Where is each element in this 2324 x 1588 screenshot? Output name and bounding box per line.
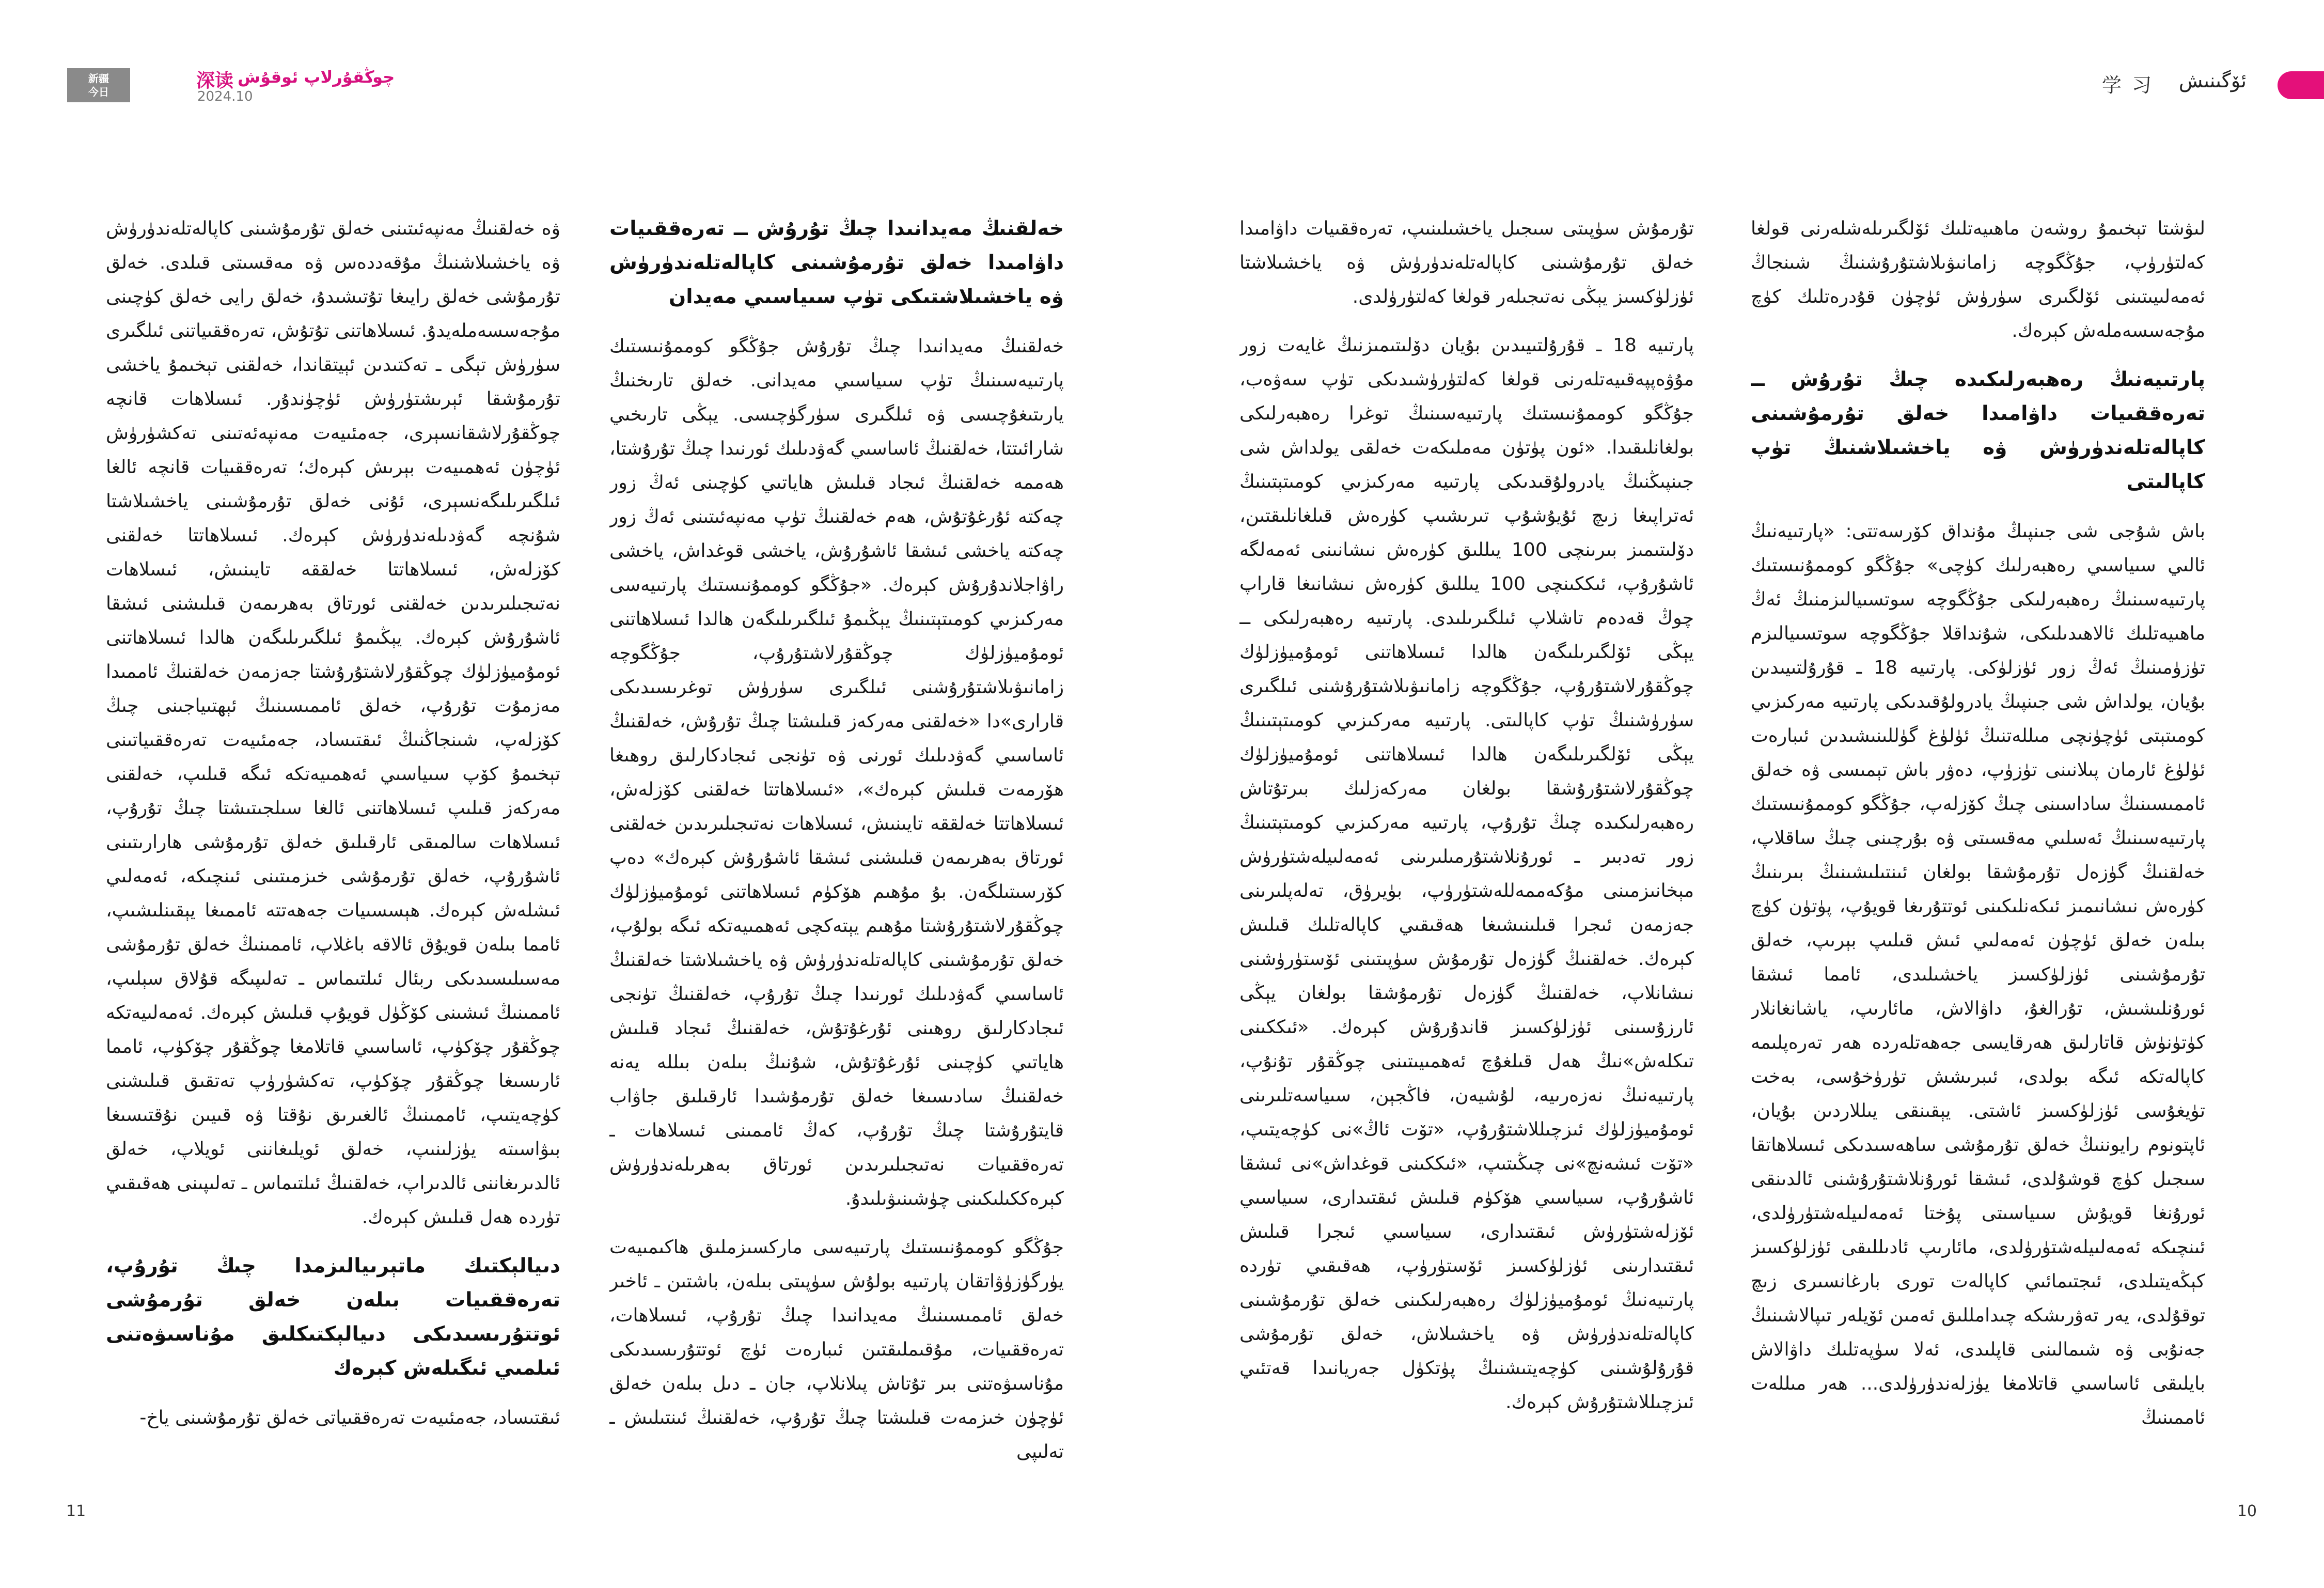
section-title-cn: 学 习: [2101, 74, 2154, 97]
paragraph: لىۋشتا تېخىمۇ روشەن ماھىيەتلىك ئۆلگىرىلەشلەرنى قولغا كەلتۈرۈپ، جۇڭگوچە زامانىۋىلاشتۇرۇشنىڭ شىنجاڭ ئەمەلىيىتىنى ئۆلگىرى سۈرۈش ئۈچۈن قۇدرەتلىك كۈچ مۇجەسسەملەش كېرەك.: [1751, 218, 2205, 341]
paragraph: تۇرمۇش سۈپىتى سىجىل ياخشىلىنىپ، تەرەققىيات داۋامىدا خەلق تۇرمۇشىنى كاپالەتلەندۈرۈش ۋە ياخشىلاشتا ئۈزلۈكسىز يېڭى نەتىجىلەر قولغا كەلتۈرۈلدى.: [1239, 218, 1694, 307]
article-column-4: [106, 212, 560, 1483]
section-tag: 深读: [196, 70, 234, 91]
paragraph: خەلقنىڭ مەيدانىدا چىڭ تۇرۇش جۇڭگو كوممۇنىستىك پارتىيەسىنىڭ تۈپ سىياسىي مەيدانى. خەلق تارىخنىڭ يارىتىغۇچىسى ۋە ئىلگىرى سۈرگۈچىسى. يېڭى تارىخىي شارائىتتا، خەلقنىڭ ئاساسىي گەۋدىلىك ئورنىدا چىڭ تۇرۇشتا، ھەممە خەلقنىڭ ئىجاد قىلىش ھاياتىي كۈچىنى ئەڭ زور چەكتە ئۇرغۇتۇش، ھەم خەلقنىڭ تۈپ مەنپەئىتىنى ئەڭ زور چەكتە ياخشى ئىشقا ئاشۇرۇش، ياخشى قوغداش، ياخشى راۋاجلاندۇرۇش كېرەك. «جۇڭگو كوممۇنىستىك پارتىيەسى مەركىزىي كومىتېتىنىڭ يېڭىمۇ ئىلگىرىلىگەن ھالدا ئىسلاھاتنى ئومۇميۈزلۈك چوڭقۇرلاشتۇرۇپ، جۇڭگوچە زامانىۋىلاشتۇرۇشنى ئىلگىرى سۈرۈش توغرىسىدىكى قارارى»دا «خەلقنى مەركەز قىلىشتا چىڭ تۇرۇش، خەلقنىڭ ئاساسىي گەۋدىلىك ئورنى ۋە تۈنجى ئىجادكارلىق روھىغا ھۆرمەت قىلىش كېرەك»، «ئىسلاھاتتا خەلقنى كۆزلەش، ئىسلاھاتتا خەلققە تايىنىش، ئىسلاھات نەتىجىلىرىدىن خەلقنى ئورتاق بەھرىمەن قىلىشنى ئىشقا ئاشۇرۇش كېرەك» دەپ كۆرسىتىلگەن. بۇ مۇھىم ھۆكۈم ئىسلاھاتنى ئومۇميۈزلۈك چوڭقۇرلاشتۇرۇشتا مۇھىم يېتەكچى ئەھمىيەتكە ئىگە بولۇپ، خەلق تۇرمۇشىنى كاپالەتلەندۈرۈش ۋە ياخشىلاشتا خەلقنىڭ ئاساسىي گەۋدىلىك ئورنىدا چىڭ تۇرۇپ، خەلقنىڭ تۈنجى ئىجادكارلىق روھىنى ئۇرغۇتۇش، خەلقنىڭ ئىجاد قىلىش ھاياتىي كۈچىنى ئۇرغۇتۇش، شۇنىڭ بىلەن بىللە يەنە خەلقنىڭ سادىسىغا خەلق تۇرمۇشىدا ئارقىلىق جاۋاب قايتۇرۇشتا چىڭ تۇرۇپ، كەڭ ئاممىنى ئىسلاھات ـ تەرەققىيات نەتىجىلىرىدىن ئورتاق بەھرىلەندۈرۈش كېرەككىلىكىنى چۈشىنىۋىلىدۇ.: [609, 336, 1064, 1209]
issue-date: 2024.10: [197, 89, 253, 104]
paragraph: پارتىيە 18 ـ قۇرۇلتىيىدىن بۇيان دۆلىتىمىزنىڭ غايەت زور مۇۋەپپەقىيەتلەرنى قولغا كەلتۈرۈشىدىكى تۈپ سەۋەب، جۇڭگو كوممۇنىستىك پارتىيەسىنىڭ توغرا رەھبەرلىكى بولغانلىقىدا. «ئون پۈتۈن مەملىكەت خەلقى يولداش شى جىنپىڭنىڭ يادرولۇقىدىكى پارتىيە مەركىزىي كومىتېتىنىڭ ئەتراپىغا زىچ ئۇيۇشۇپ تىرىشىپ كۈرەش قىلغانلىقتىن، دۆلىتىمىز بىرىنچى 100 يىللىق كۈرەش نىشانىنى ئەمەلگە ئاشۇرۇپ، ئىككىنچى 100 يىللىق كۈرەش نىشانىغا قاراپ چوڭ قەدەم تاشلاپ ئىلگىرىلىدى. پارتىيە رەھبەرلىكى ــ يېڭى ئۆلگىرىلىگەن ھالدا ئىسلاھاتنى ئومۇميۈزلۈك چوڭقۇرلاشتۇرۇپ، جۇڭگوچە زامانىۋىلاشتۇرۇشنى ئىلگىرى سۈرۈشنىڭ تۈپ كاپالىتى. پارتىيە مەركىزىي كومىتېتىنىڭ يېڭى ئۆلگىرىلىگەن ھالدا ئىسلاھاتنى ئومۇميۈزلۈك چوڭقۇرلاشتۇرۇشقا بولغان مەركەزلىك بىرتۇتاش رەھبەرلىكىدە چىڭ تۇرۇپ، پارتىيە مەركىزىي كومىتېتىنىڭ زور تەدبىر ـ ئورۇنلاشتۇرمىلىرىنى ئەمەلىيلەشتۈرۈش مېخانىزمىنى مۇكەممەللەشتۈرۈپ، بۈيرۈق، تەلەپلىرىنى جەزمەن ئىجرا قىلىنىشىغا ھەقىقىي كاپالەتلىك قىلىش كېرەك. خەلقنىڭ گۈزەل تۇرمۇش سۈپىتىنى ئۆستۈرۈشنى نىشانلاپ، خەلقنىڭ گۈزەل تۇرمۇشقا بولغان يېڭى ئارزۇسىنى ئۈزلۈكسىز قاندۇرۇش كېرەك. «ئىككىنى تىكلەش»نىڭ ھەل قىلغۇچ ئەھمىيىتىنى چوڭقۇر تۇنۇپ، پارتىيەنىڭ نەزەرىيە، لۇشيەن، فاڭجېن، سىياسەتلىرىنى ئومۇميۈزلۈك ئىزچىللاشتۇرۇپ، «تۆت ئاڭ»نى كۈچەيتىپ، «تۆت ئىشەنچ»نى چىڭىتىپ، «ئىككىنى قوغداش»نى ئىشقا ئاشۇرۇپ، سىياسىي ھۆكۈم قىلىش ئىقتىدارى، سىياسىي ئۆزلەشتۈرۈش ئىقتىدارى، سىياسىي ئىجرا قىلىش ئىقتىدارىنى ئۈزلۈكسىز ئۆستۈرۈپ، ھەقىقىي تۈردە پارتىيەنىڭ ئومۇميۈزلۈك رەھبەرلىكىنى خەلق تۇرمۇشىنى كاپالەتلەندۈرۈش ۋە ياخشىلاش، خەلق تۇرمۇشى قۇرۇلۇشىنى كۈچەيتىشنىڭ پۈتكۈل جەريانىدا قەتئىي ئىزچىللاشتۇرۇش كېرەك.: [1239, 335, 1694, 1413]
masthead-right: [1962, 66, 2324, 107]
section-tag-title: چوڭقۇرلاپ ئوقۇش: [238, 67, 395, 87]
section-title: ئۆگىنىش: [2178, 69, 2247, 92]
article-column-3: [609, 212, 1064, 1483]
paragraph: باش شۇجى شى جىنپىڭ مۇنداق كۆرسەتتى: «پارتىيەنىڭ ئالىي سىياسىي رەھبەرلىك كۈچى» جۇڭگو كوممۇنىستىك پارتىيەسىنىڭ رەھبەرلىكى جۇڭگوچە سوتسىيالىزمنىڭ ئەڭ ماھىيەتلىك ئالاھىدىلىكى، شۇنداقلا جۇڭگوچە سوتسىيالىزم تۈزۈمىنىڭ ئەڭ زور ئۈزلۈكى. پارتىيە 18 ـ قۇرۇلتىيىدىن بۇيان، يولداش شى جىنپىڭ يادرولۇقىدىكى پارتىيە مەركىزىي كومىتېتى ئۈچۈنچى مىللەتنىڭ ئۈلۈغ گۈللىنىشىدىن ئىبارەت ئۈلۈغ ئارمان پىلانىنى تۈزۈپ، دەۋر باش تېمىسى ۋە خەلق ئاممىسىنىڭ ساداسىنى چىڭ كۆزلەپ، جۇڭگو كوممۇنىستىك پارتىيەسىنىڭ ئەسلىي مەقسىتى ۋە بۇرچىنى چىڭ ساقلاپ، خەلقنىڭ گۈزەل تۇرمۇشقا بولغان ئىنتىلىشىنىڭ بىرىنىڭ كۈرەش نىشانىمىز ئىكەنلىكىنى ئوتتۇرىغا قويۇپ، پۈتۈن كۈچ بىلەن خەلق ئۈچۈن ئەمەلىي ئىش قىلىپ بېرىپ، خەلق تۇرمۇشىنى ئۈزلۈكسىز ياخشىلىدى، ئامما ئىشقا ئورۇنلىشىش، تۇرالغۇ، داۋالاش، مائارىپ، ياشانغانلار كۈتۈنۈش قاتارلىق ھەرقايسى جەھەتلەردە ھەر تەرەپلىمە كاپالەتكە ئىگە بولدى، ئىبرىشش تۈرۈخۇسى، بەخت تۈيغۇسى ئۈزلۈكسىز ئاشتى. يېقىنقى يىللاردىن بۇيان، ئاپتونوم رايوننىڭ خەلق تۇرمۇشى ساھەسىدىكى ئىسلاھاتقا سىجىل كۈچ قوشۇلدى، ئىشقا ئورۇنلاشتۇرۇشنى ئالدىنقى ئورۇنغا قويۇش سىياسىتى پۇختا ئەمەلىيلەشتۈرۈلدى، ئىنچىكە ئەمەلىيلەشتۈرۈلدى، مائارىپ ئادىللىقى ئۈزلۈكسىز كېڭەيتىلدى، ئىجتىمائىي كاپالەت تورى بارغانسىرى زىچ توقۇلدى، يەر تەۋرىشكە چىدامللىق ئەمىن ئۆيلەر تىپالاشىنىڭ جەنۇبى ۋە شىمالىنى قاپلىدى، ئەلا سۈپەتلىك داۋالاش بايلىقى ئاساسىي قاتلامغا يۈزلەندۈرۈلدى... ھەر مىللەت ئاممىنىڭ: [1751, 521, 2205, 1428]
magazine-logo-text: 新疆 今日: [88, 72, 109, 98]
article-column-1: [1751, 212, 2205, 1483]
paragraph: ۋە خەلقنىڭ مەنپەئىتىنى خەلق تۇرمۇشىنى كاپالەتلەندۈرۈش ۋە ياخشىلاشنىڭ مۇقەددەس ۋە مەقسىتى قىلدى. خەلق تۇرمۇشى خەلق رايىغا تۇتىشىدۇ، خەلق رايى خەلق كۈچىنى مۇجەسسەملەيدۇ. ئىسلاھاتنى تۇتۇش، تەرەققىياتنى ئىلگىرى سۈرۈش تېگى ـ تەكتىدىن ئېيتقاندا، خەلقنى تېخىمۇ ياخشى تۇرمۇشقا ئېرىشتۈرۈش ئۈچۈندۇر. ئىسلاھات قانچە چوڭقۇرلاشقانسېرى، جەمئىيەت مەنپەئەتىنى تەكشۈرۈش ئۈچۈن ئەھمىيەت بېرىش كېرەك؛ تەرەققىيات قانچە ئالغا ئىلگىرىلىگەنسېرى، ئۇنى خەلق تۇرمۇشىنى ياخشىلاشتا شۇنچە گەۋدىلەندۈرۈش كېرەك. ئىسلاھاتتا خەلقنى كۆزلەش، ئىسلاھاتتا خەلققە تايىنىش، ئىسلاھات نەتىجىلىرىدىن خەلقنى ئورتاق بەھرىمەن قىلىشنى ئىشقا ئاشۇرۇش كېرەك. يېڭىمۇ ئىلگىرىلىگەن ھالدا ئىسلاھاتنى ئومۇميۈزلۈك چوڭقۇرلاشتۇرۇشتا جەزمەن خەلقنىڭ ئاممىدا مەزمۇت تۇرۇپ، خەلق ئاممىسىنىڭ ئېھتىياجىنى چىڭ كۆزلەپ، شىنجاڭنىڭ ئىقتىساد، جەمئىيەت تەرەققىياتىنى تېخىمۇ كۆپ سىياسىي ئەھمىيەتكە ئىگە قىلىپ، خەلقنى مەركەز قىلىپ ئىسلاھاتنى ئالغا سىلجىتىشتا چىڭ تۇرۇپ، ئىسلاھات سالمىقى ئارقىلىق خەلق تۇرمۇشى ھارارىتىنى ئاشۇرۇپ، خەلق تۇرمۇشى خىزمىتىنى ئىنچىكە، ئەمەلىي ئىشلەش كېرەك. ھېسسىيات جەھەتتە ئاممىغا يېقىنلىشىپ، ئامما بىلەن قويۇق ئالاقە باغلاپ، ئاممىنىڭ خەلق تۇرمۇشى مەسىلىسىدىكى ربئال ئىلتىماس ـ تەلىپىگە قۇلاق سېلىپ، ئاممىنىڭ ئىشىنى كۆڭۈل قويۇپ قىلىش كېرەك. ئەمەلىيەتكە چوڭقۇر چۆكۈپ، ئاساسىي قاتلامغا چوڭقۇر چۆكۈپ، ئامما ئارىسىغا چوڭقۇر چۆكۈپ، تەكشۈرۈپ تەتقىق قىلىشنى كۈچەيتىپ، ئاممىنىڭ ئالغىرىق نۇقتا ۋە قىيىن نۇقتىسىغا بىۋاسىتە يۈزلىنىپ، خەلق ئويلىغاننى ئويلاپ، خەلق ئالدىرىغاننى ئالدىراپ، خەلقنىڭ ئىلتىماس ـ تەلىپىنى ھەقىقىي تۈردە ھەل قىلىش كېرەك.: [106, 218, 560, 1228]
magazine-logo: [67, 68, 130, 102]
page-number-left: 11: [66, 1502, 86, 1520]
paragraph: ئىقتىساد، جەمئىيەت تەرەققىياتى خەلق تۇرمۇشىنى ياخ-: [139, 1407, 560, 1428]
section-heading: پارتىيەنىڭ رەھبەرلىكىدە چىڭ تۇرۇش ــ تەرەققىيات داۋامىدا خەلق تۇرمۇشىنى كاپالەتلەندۈرۈش ۋە ياخشىلاشنىڭ تۈپ كاپالىتى: [1751, 368, 2205, 493]
section-heading: دىيالېكتىك ماتېرىيالىزمدا چىڭ تۇرۇپ، تەرەققىيات بىلەن خەلق تۇرمۇشى ئوتتۇرىسىدىكى دىيالېكتىكلىق مۇناسىۋەتنى ئىلمىي ئىگىلەش كېرەك: [106, 1254, 560, 1380]
page-number-right: 10: [2237, 1502, 2257, 1520]
section-heading: خەلقنىڭ مەيدانىدا چىڭ تۇرۇش ــ تەرەققىيات داۋامىدا خەلق تۇرمۇشىنى كاپالەتلەندۈرۈش ۋە ياخشىلاشتىكى تۈپ سىياسىي مەيدان: [609, 217, 1064, 308]
article-column-2: [1239, 212, 1694, 1483]
masthead-left: [67, 66, 429, 107]
paragraph: جۇڭگو كوممۇنىستىك پارتىيەسى ماركسىزملىق ھاكىمىيەت يۈرگۈزۈۋاتقان پارتىيە بولۇش سۈپىتى بىلەن، باشتىن ـ ئاخىر خەلق ئاممىسىنىڭ مەيدانىدا چىڭ تۇرۇپ، ئىسلاھات، تەرەققىيات، مۇقىملىقتىن ئىبارەت ئۈچ ئوتتۇرىسىدىكى مۇناسىۋەتنى بىر تۇتاش پىلانلاپ، جان ـ دىل بىلەن خەلق ئۈچۈن خىزمەت قىلىشتا چىڭ تۇرۇپ، خەلقنىڭ ئىنتىلىش ـ تەلىپى: [609, 1237, 1064, 1462]
section-color-tab: [2278, 71, 2324, 99]
